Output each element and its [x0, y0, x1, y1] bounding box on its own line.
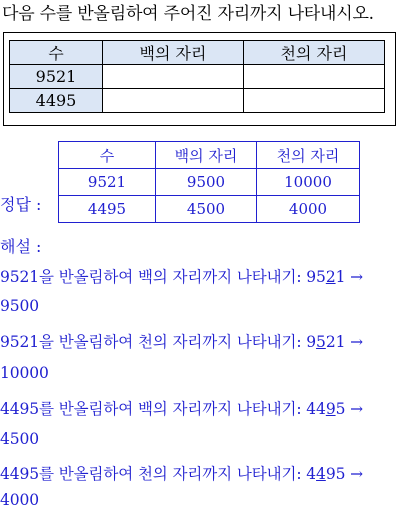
answer-table — [58, 141, 360, 223]
header-number: 수 — [10, 41, 103, 65]
underlined-digit: 5 — [316, 333, 326, 351]
thousands-blank-cell — [244, 65, 385, 89]
underlined-digit: 4 — [316, 465, 326, 483]
underlined-digit: 9 — [325, 400, 336, 418]
hundreds-cell: 4500 — [156, 196, 257, 223]
question-text: 다음 수를 반올림하여 주어진 자리까지 나타내시오. — [2, 4, 374, 24]
header-hundreds: 백의 자리 — [103, 41, 244, 65]
thousands-cell: 4000 — [257, 196, 360, 223]
answer-table-header — [59, 142, 360, 169]
answer-label: 정답 : — [0, 195, 42, 214]
explanation-line — [0, 397, 363, 419]
header-thousands: 천의 자리 — [257, 142, 360, 169]
explanation-result: 4000 — [0, 491, 40, 509]
explanation-line — [0, 462, 363, 484]
hundreds-cell: 9500 — [156, 169, 257, 196]
line-text: 4495를 반올림하여 백의 자리까지 나타내기: — [0, 400, 307, 418]
number-cell: 9521 — [59, 169, 156, 196]
number-cell: 4495 — [10, 89, 103, 113]
explanation-result: 10000 — [0, 364, 49, 382]
explanation-line — [0, 265, 363, 287]
table-row — [10, 89, 385, 113]
number-cell: 4495 — [59, 196, 156, 223]
line-text: 9521을 반올림하여 천의 자리까지 나타내기: — [0, 333, 307, 351]
explanation-result: 9500 — [0, 297, 40, 315]
hundreds-blank-cell — [103, 65, 244, 89]
question-table-header — [10, 41, 385, 65]
line-number-post: 21 → — [325, 333, 364, 351]
explanation-title: 해설 : — [0, 237, 42, 256]
thousands-cell: 10000 — [257, 169, 360, 196]
table-row — [10, 65, 385, 89]
header-hundreds: 백의 자리 — [156, 142, 257, 169]
table-row — [59, 169, 360, 196]
line-text: 9521을 반올림하여 백의 자리까지 나타내기: — [0, 268, 307, 286]
line-text: 4495를 반올림하여 천의 자리까지 나타내기: — [0, 465, 307, 483]
header-thousands: 천의 자리 — [244, 41, 385, 65]
thousands-blank-cell — [244, 89, 385, 113]
line-number-post: 5 → — [335, 400, 364, 418]
header-number: 수 — [59, 142, 156, 169]
table-row — [59, 196, 360, 223]
hundreds-blank-cell — [103, 89, 244, 113]
underlined-digit: 2 — [325, 268, 336, 286]
line-number-post: 95 → — [325, 465, 364, 483]
explanation-line — [0, 330, 363, 352]
number-cell: 9521 — [10, 65, 103, 89]
line-number-pre: 4 — [306, 465, 317, 483]
line-number-pre: 44 — [306, 400, 326, 418]
line-number-pre: 95 — [306, 268, 326, 286]
explanation-result: 4500 — [0, 430, 40, 448]
question-table — [9, 40, 385, 113]
line-number-pre: 9 — [306, 333, 317, 351]
line-number-post: 1 → — [335, 268, 364, 286]
